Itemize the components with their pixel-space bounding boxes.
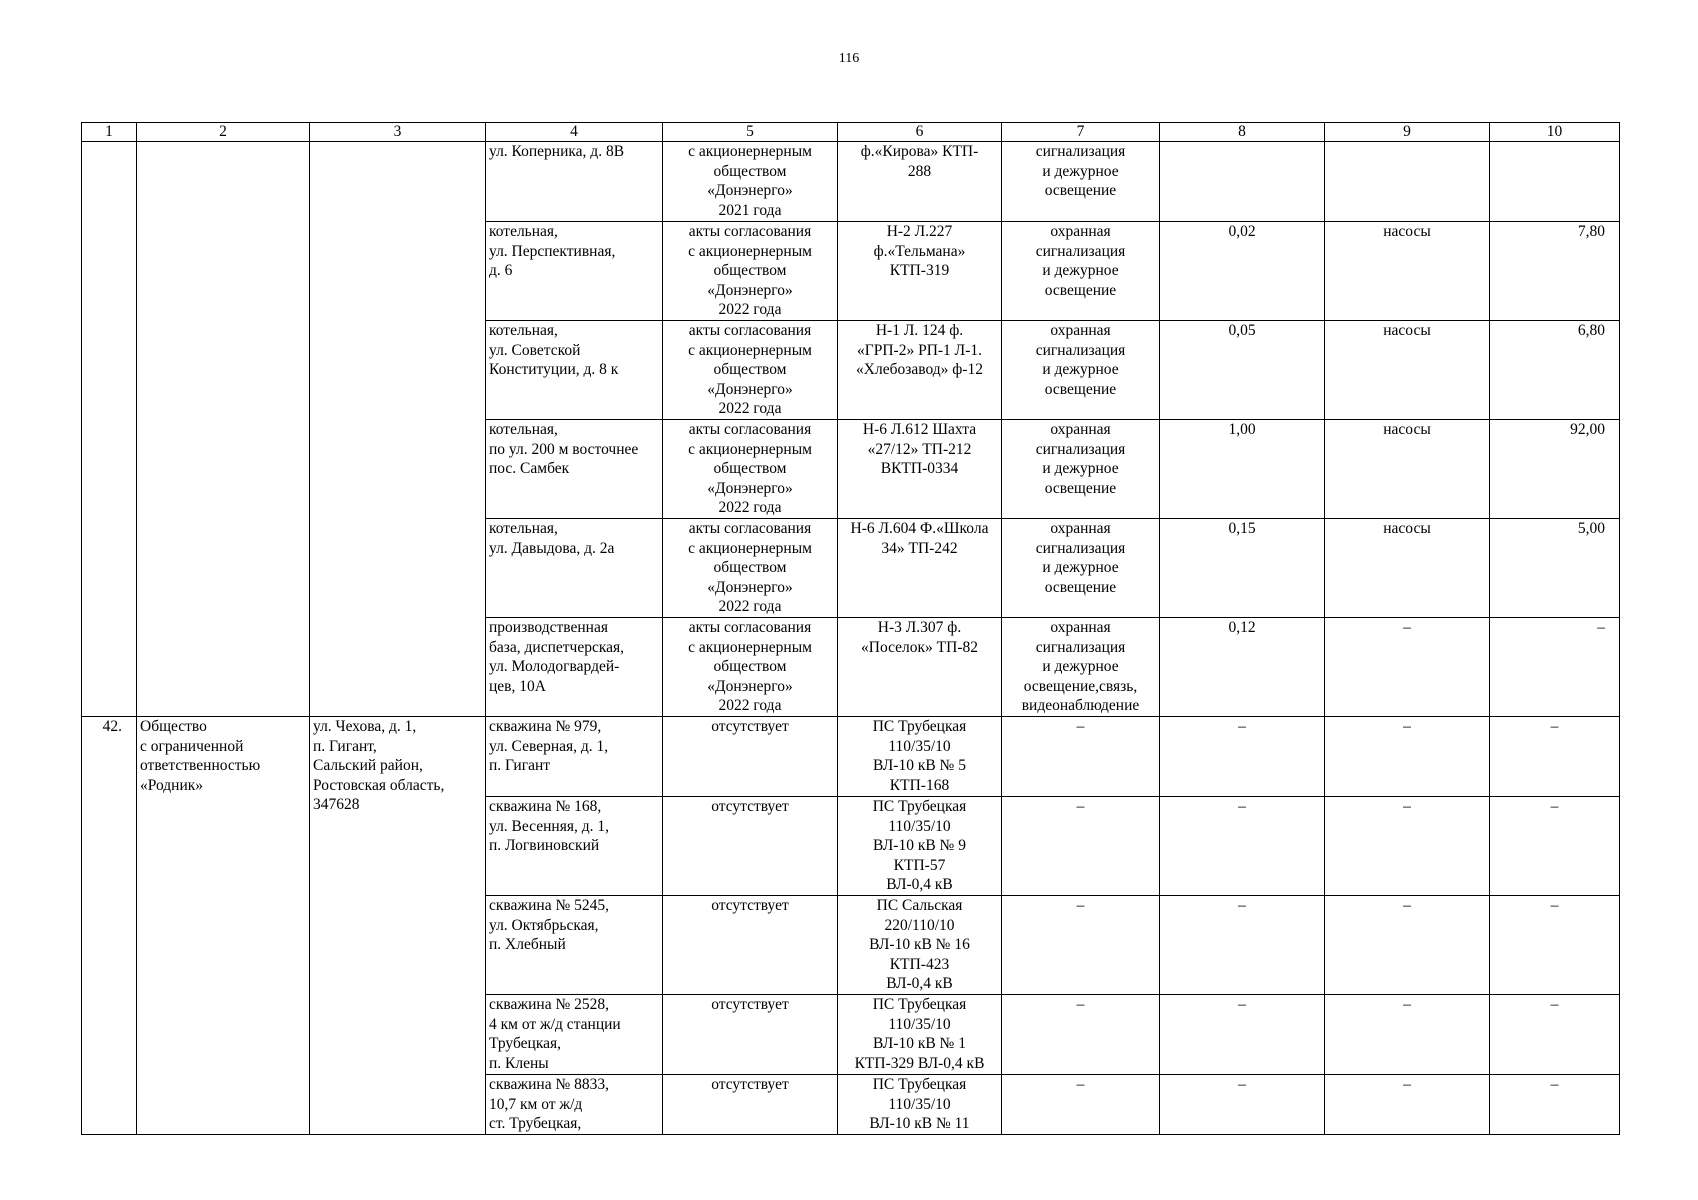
object-cell: скважина № 5245, ул. Октябрьская, п. Хлебный [486,896,663,995]
power-source-cell: ПС Трубецкая 110/35/10 ВЛ-10 кВ № 9 КТП-57 ВЛ-0,4 кВ [838,797,1002,896]
object-cell: котельная, ул. Перспективная, д. 6 [486,222,663,321]
equipment-cell: – [1002,1075,1160,1135]
agreement-cell: акты согласования с акционернерным обществом «Донэнерго» 2022 года [663,222,838,321]
consumer-cell: – [1325,995,1490,1075]
object-cell: котельная, ул. Советской Конституции, д. 8 к [486,321,663,420]
power-source-cell: Н-6 Л.604 Ф.«Школа 34» ТП-242 [838,519,1002,618]
power-value-cell: – [1160,1075,1325,1135]
object-cell: скважина № 8833, 10,7 км от ж/д ст. Трубецкая, [486,1075,663,1135]
load-value-cell: 7,80 [1490,222,1620,321]
column-header-7: 7 [1002,123,1160,142]
equipment-cell: – [1002,995,1160,1075]
equipment-cell: – [1002,717,1160,797]
column-header-5: 5 [663,123,838,142]
continued-org-cell [137,142,310,717]
power-value-cell: 0,15 [1160,519,1325,618]
object-cell: котельная, ул. Давыдова, д. 2а [486,519,663,618]
load-value-cell: – [1490,995,1620,1075]
power-source-cell: ПС Трубецкая 110/35/10 ВЛ-10 кВ № 1 КТП-329 ВЛ-0,4 кВ [838,995,1002,1075]
equipment-cell: охранная сигнализация и дежурное освещение [1002,519,1160,618]
consumer-cell: насосы [1325,519,1490,618]
table-row [82,717,1620,797]
agreement-cell: акты согласования с акционернерным обществом «Донэнерго» 2022 года [663,420,838,519]
power-value-cell: – [1160,995,1325,1075]
header-row [82,123,1620,142]
column-header-9: 9 [1325,123,1490,142]
object-cell: производственная база, диспетчерская, ул. Молодогвардей- цев, 10А [486,618,663,717]
consumer-cell: – [1325,717,1490,797]
column-header-2: 2 [137,123,310,142]
power-source-cell: Н-3 Л.307 ф. «Поселок» ТП-82 [838,618,1002,717]
equipment-cell: охранная сигнализация и дежурное освещение [1002,420,1160,519]
continued-address-cell [310,142,486,717]
power-value-cell: 0,02 [1160,222,1325,321]
consumer-cell: – [1325,797,1490,896]
agreement-cell: акты согласования с акционернерным обществом «Донэнерго» 2022 года [663,519,838,618]
entry-number-cell: 42. [82,717,137,1135]
power-value-cell: 1,00 [1160,420,1325,519]
consumer-cell: насосы [1325,420,1490,519]
object-cell: скважина № 168, ул. Весенняя, д. 1, п. Логвиновский [486,797,663,896]
equipment-cell: сигнализация и дежурное освещение [1002,142,1160,222]
agreement-cell: акты согласования с акционернерным обществом «Донэнерго» 2022 года [663,618,838,717]
consumer-cell: насосы [1325,222,1490,321]
load-value-cell [1490,142,1620,222]
consumer-cell: – [1325,618,1490,717]
table-row [82,142,1620,222]
consumer-cell: – [1325,896,1490,995]
column-header-1: 1 [82,123,137,142]
agreement-cell: отсутствует [663,797,838,896]
power-source-cell: Н-2 Л.227 ф.«Тельмана» КТП-319 [838,222,1002,321]
load-value-cell: – [1490,797,1620,896]
organization-address-cell: ул. Чехова, д. 1, п. Гигант, Сальский район, Ростовская область, 347628 [310,717,486,1135]
consumer-cell [1325,142,1490,222]
column-header-10: 10 [1490,123,1620,142]
power-value-cell: – [1160,896,1325,995]
load-value-cell: – [1490,717,1620,797]
data-table [81,122,1620,1135]
object-cell: ул. Коперника, д. 8В [486,142,663,222]
agreement-cell: акты согласования с акционернерным обществом «Донэнерго» 2022 года [663,321,838,420]
equipment-cell: охранная сигнализация и дежурное освещение,связь, видеонаблюдение [1002,618,1160,717]
power-source-cell: ф.«Кирова» КТП- 288 [838,142,1002,222]
agreement-cell: отсутствует [663,995,838,1075]
equipment-cell: – [1002,896,1160,995]
agreement-cell: отсутствует [663,717,838,797]
power-value-cell: 0,12 [1160,618,1325,717]
equipment-cell: охранная сигнализация и дежурное освещение [1002,321,1160,420]
organization-cell: Общество с ограниченной ответственностью «Родник» [137,717,310,1135]
column-header-4: 4 [486,123,663,142]
agreement-cell: отсутствует [663,1075,838,1135]
agreement-cell: с акционернерным обществом «Донэнерго» 2021 года [663,142,838,222]
column-header-8: 8 [1160,123,1325,142]
power-source-cell: ПС Трубецкая 110/35/10 ВЛ-10 кВ № 5 КТП-168 [838,717,1002,797]
power-source-cell: Н-1 Л. 124 ф. «ГРП-2» РП-1 Л-1. «Хлебозавод» ф-12 [838,321,1002,420]
power-value-cell: – [1160,797,1325,896]
column-header-6: 6 [838,123,1002,142]
equipment-cell: – [1002,797,1160,896]
object-cell: скважина № 2528, 4 км от ж/д станции Трубецкая, п. Клены [486,995,663,1075]
load-value-cell: – [1490,896,1620,995]
consumer-cell: насосы [1325,321,1490,420]
object-cell: скважина № 979, ул. Северная, д. 1, п. Гигант [486,717,663,797]
power-value-cell [1160,142,1325,222]
power-value-cell: – [1160,717,1325,797]
agreement-cell: отсутствует [663,896,838,995]
power-value-cell: 0,05 [1160,321,1325,420]
column-header-3: 3 [310,123,486,142]
load-value-cell: 5,00 [1490,519,1620,618]
consumer-cell: – [1325,1075,1490,1135]
load-value-cell: – [1490,1075,1620,1135]
page-number: 116 [838,51,860,66]
continued-number-cell [82,142,137,717]
load-value-cell: – [1490,618,1620,717]
power-source-cell: Н-6 Л.612 Шахта «27/12» ТП-212 ВКТП-0334 [838,420,1002,519]
equipment-cell: охранная сигнализация и дежурное освещение [1002,222,1160,321]
object-cell: котельная, по ул. 200 м восточнее пос. Самбек [486,420,663,519]
load-value-cell: 92,00 [1490,420,1620,519]
power-source-cell: ПС Сальская 220/110/10 ВЛ-10 кВ № 16 КТП-423 ВЛ-0,4 кВ [838,896,1002,995]
power-source-cell: ПС Трубецкая 110/35/10 ВЛ-10 кВ № 11 [838,1075,1002,1135]
load-value-cell: 6,80 [1490,321,1620,420]
